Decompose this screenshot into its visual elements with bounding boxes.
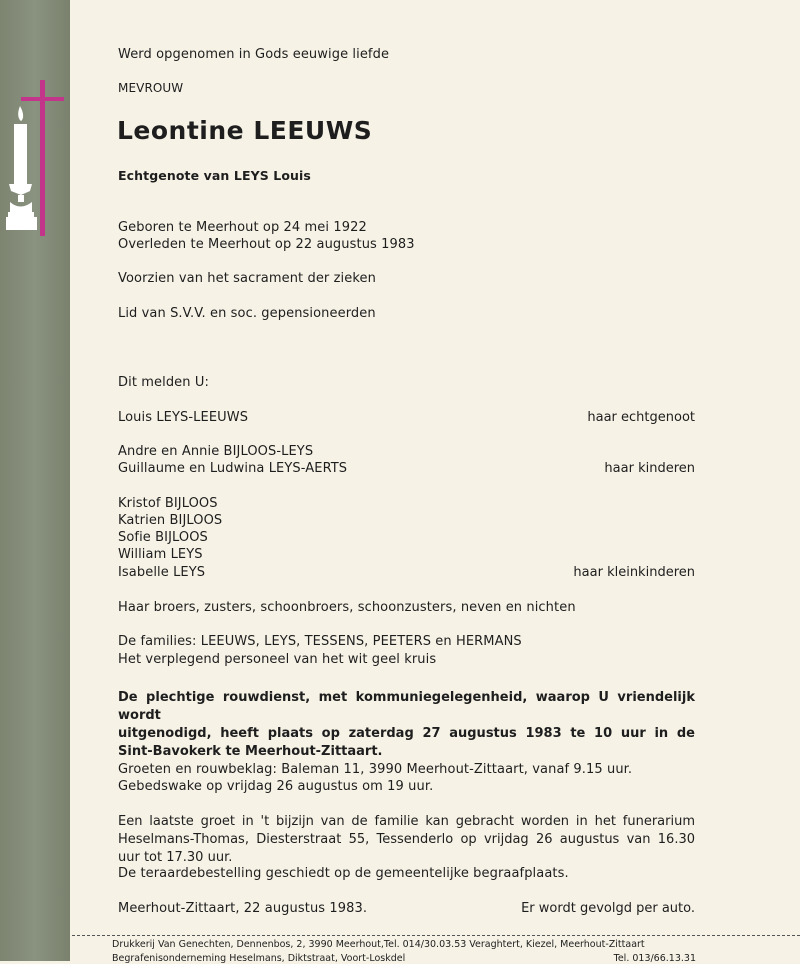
condolences-line: Groeten en rouwbeklag: Baleman 11, 3990 Meerhout-Zittaart, vanaf 9.15 uur. xyxy=(118,762,633,777)
funerarium-paragraph xyxy=(118,813,695,867)
funerarium-line: uur tot 17.30 uur. xyxy=(118,850,233,865)
siblings-line: Haar broers, zusters, schoonbroers, schoonzusters, neven en nichten xyxy=(118,600,576,615)
announce-line: Dit melden U: xyxy=(118,375,209,390)
service-paragraph xyxy=(118,689,695,761)
grandchild-name: Sofie BIJLOOS xyxy=(118,530,208,545)
funerarium-line: Een laatste groet in 't bijzijn van de familie kan gebracht worden in het funerarium xyxy=(118,814,695,829)
salutation: MEVROUW xyxy=(118,81,184,95)
undertaker-line: Begrafenisonderneming Heselmans, Diktstraat, Voort-Loskdel xyxy=(112,953,406,964)
birth-line: Geboren te Meerhout op 24 mei 1922 xyxy=(118,220,367,235)
husband-name: Louis LEYS-LEEUWS xyxy=(118,410,249,425)
membership-line: Lid van S.V.V. en soc. gepensioneerden xyxy=(118,306,376,321)
printer-line: Drukkerij Van Genechten, Dennenbos, 2, 3990 Meerhout,Tel. 014/30.03.53 Veraghtert, Kiezel, Meerhout-Zittaart xyxy=(112,939,645,950)
families-line: De families: LEEUWS, LEYS, TESSENS, PEETERS en HERMANS xyxy=(118,634,522,649)
undertaker-phone: Tel. 013/66.13.31 xyxy=(613,953,696,964)
funerarium-line: Heselmans-Thomas, Diesterstraat 55, Tessenderlo op vrijdag 26 augustus van 16.30 xyxy=(118,832,695,847)
procession-note: Er wordt gevolgd per auto. xyxy=(521,901,695,916)
service-line: Sint-Bavokerk te Meerhout-Zittaart. xyxy=(118,744,383,759)
child-name: Andre en Annie BIJLOOS-LEYS xyxy=(118,444,314,459)
intro-line: Werd opgenomen in Gods eeuwige liefde xyxy=(118,47,390,62)
deceased-name: Leontine LEEUWS xyxy=(117,116,373,145)
place-date: Meerhout-Zittaart, 22 augustus 1983. xyxy=(118,901,368,916)
children-role: haar kinderen xyxy=(604,461,695,476)
grandchild-name: Kristof BIJLOOS xyxy=(118,496,218,511)
child-name: Guillaume en Ludwina LEYS-AERTS xyxy=(118,461,348,476)
death-line: Overleden te Meerhout op 22 augustus 1983 xyxy=(118,237,415,252)
sacrament-line: Voorzien van het sacrament der zieken xyxy=(118,271,376,286)
service-line: uitgenodigd, heeft plaats op zaterdag 27 augustus 1983 te 10 uur in de xyxy=(118,726,695,741)
grandchild-name: William LEYS xyxy=(118,547,203,562)
nursing-line: Het verplegend personeel van het wit geel kruis xyxy=(118,652,437,667)
grandchild-name: Katrien BIJLOOS xyxy=(118,513,223,528)
cross-candle-icon xyxy=(6,78,70,238)
spouse-line: Echtgenote van LEYS Louis xyxy=(118,168,311,183)
grandchildren-role: haar kleinkinderen xyxy=(573,565,695,580)
husband-role: haar echtgenoot xyxy=(587,410,695,425)
footer-divider xyxy=(72,935,800,936)
grandchild-name: Isabelle LEYS xyxy=(118,565,206,580)
vigil-line: Gebedswake op vrijdag 26 augustus om 19 uur. xyxy=(118,779,434,794)
burial-line: De teraardebestelling geschiedt op de gemeentelijke begraafplaats. xyxy=(118,866,569,881)
service-line: De plechtige rouwdienst, met kommuniegelegenheid, waarop U vriendelijk wordt xyxy=(118,690,695,723)
